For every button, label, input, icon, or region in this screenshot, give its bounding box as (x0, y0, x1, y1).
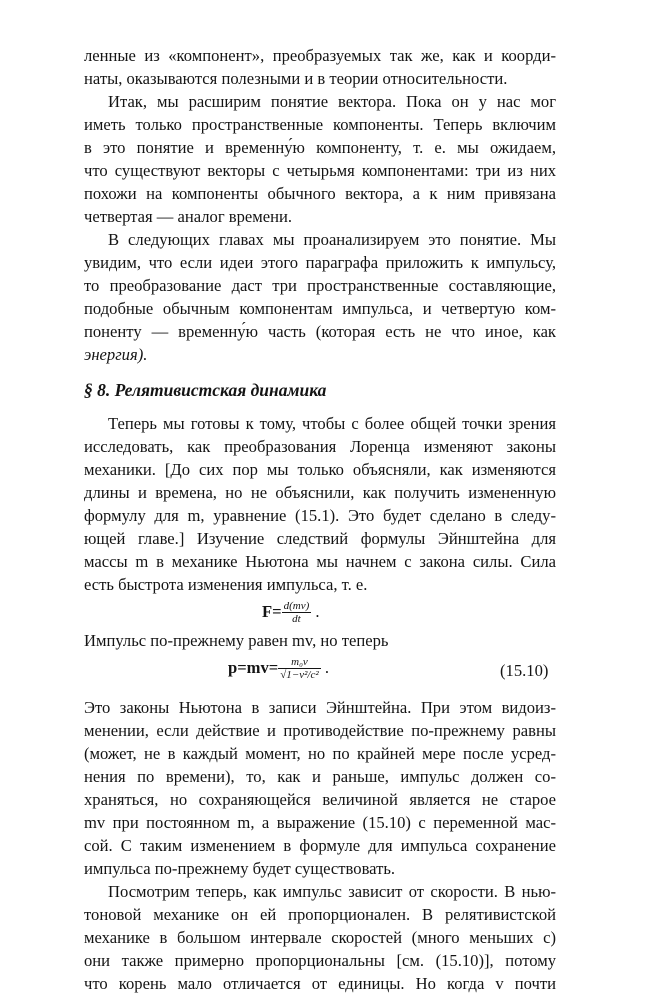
text-line: mv при постоянном m, а выражение (15.10) с переменной мас- (84, 813, 556, 832)
section-heading: § 8. Релятивистская динамика (84, 380, 327, 400)
formula-numerator: m₀v (278, 656, 320, 669)
momentum-formula (228, 656, 329, 682)
formula-numerator: d(mv) (283, 600, 310, 612)
text-line: энергия). (84, 345, 148, 364)
text-line: механике в большом интервале скоростей (много меньших c) (84, 928, 556, 947)
text-line: длины и времена, но не объяснили, как получить измененную (84, 483, 556, 502)
text-line: массы m в механике Ньютона мы начнем с закона силы. Сила (84, 552, 556, 571)
text-line: увидим, что если идеи этого параграфа приложить к импульсу, (84, 253, 556, 272)
text-line: они также примерно пропорциональны [см. (15.10)], потому (84, 951, 556, 970)
text-line: сой. С таким изменением в формуле для импульса сохранение (84, 836, 556, 855)
text-line: менении, если действие и противодействие по-прежнему равны (84, 721, 556, 740)
text-line: есть быстрота изменения импульса, т. е. (84, 575, 368, 594)
equation-number: (15.10) (500, 661, 549, 680)
formula-lhs: p=mv= (228, 657, 279, 677)
text-line: Это законы Ньютона в записи Эйнштейна. При этом видоиз- (84, 698, 556, 717)
text-line: ленные из «компонент», преобразуемых так же, как и коорди- (84, 46, 556, 65)
formula-fraction (278, 656, 320, 682)
text-line: нения по времени), то, как и раньше, импульс должен со- (84, 767, 556, 786)
text-line: иметь только пространственные компоненты. Теперь включим (84, 115, 556, 134)
text-line: поненту — временну́ю часть (которая есть не что иное, как (84, 322, 556, 341)
text-line: импульса по-прежнему будет существовать. (84, 859, 396, 878)
text-line: в это понятие и временну́ю компоненту, т. е. мы ожидаем, (84, 138, 556, 157)
text-line: исследовать, как преобразования Лоренца изменяют законы (84, 437, 556, 456)
text-line: Теперь мы готовы к тому, чтобы с более общей точки зрения (108, 414, 556, 433)
formula-end: . (315, 601, 320, 621)
text-line: четвертая — аналог времени. (84, 207, 293, 226)
text-line: формулу для m, уравнение (15.1). Это будет сделано в следу- (84, 506, 556, 525)
text-line: Итак, мы расширим понятие вектора. Пока он у нас мог (108, 92, 556, 111)
text-line: В следующих главах мы проанализируем это понятие. Мы (108, 230, 556, 249)
text-line: то преобразование даст три пространственные составляющие, (84, 276, 556, 295)
force-formula (262, 600, 320, 626)
text-line: что корень мало отличается от единицы. Но когда v почти (84, 974, 556, 993)
text-line: ющей главе.] Изучение следствий формулы Эйнштейна для (84, 529, 556, 548)
text-line: наты, оказываются полезными и в теории относительности. (84, 69, 508, 88)
text-line: (может, не в каждый момент, но по крайней мере после усред- (84, 744, 556, 763)
text-line: Импульс по-прежнему равен mv, но теперь (84, 631, 389, 650)
text-line: храняться, но сохраняющейся величиной является не старое (84, 790, 556, 809)
text-line: что существуют векторы с четырьмя компонентами: три из них (84, 161, 556, 180)
text-line: тоновой механике он ей пропорционален. В релятивистской (84, 905, 556, 924)
formula-denominator: √1−v²/c² (280, 669, 319, 681)
text-line: Посмотрим теперь, как импульс зависит от скорости. В нью- (108, 882, 556, 901)
text-line: похожи на компоненты обычного вектора, а к ним привязана (84, 184, 556, 203)
formula-lhs: F= (262, 601, 282, 621)
text-line: подобные обычным компонентам импульса, и четвертую ком- (84, 299, 556, 318)
formula-denominator: dt (292, 613, 301, 625)
text-line: механики. [До сих пор мы только объясняли, как изменяются (84, 460, 556, 479)
formula-end: . (324, 657, 329, 677)
formula-fraction (282, 600, 312, 626)
